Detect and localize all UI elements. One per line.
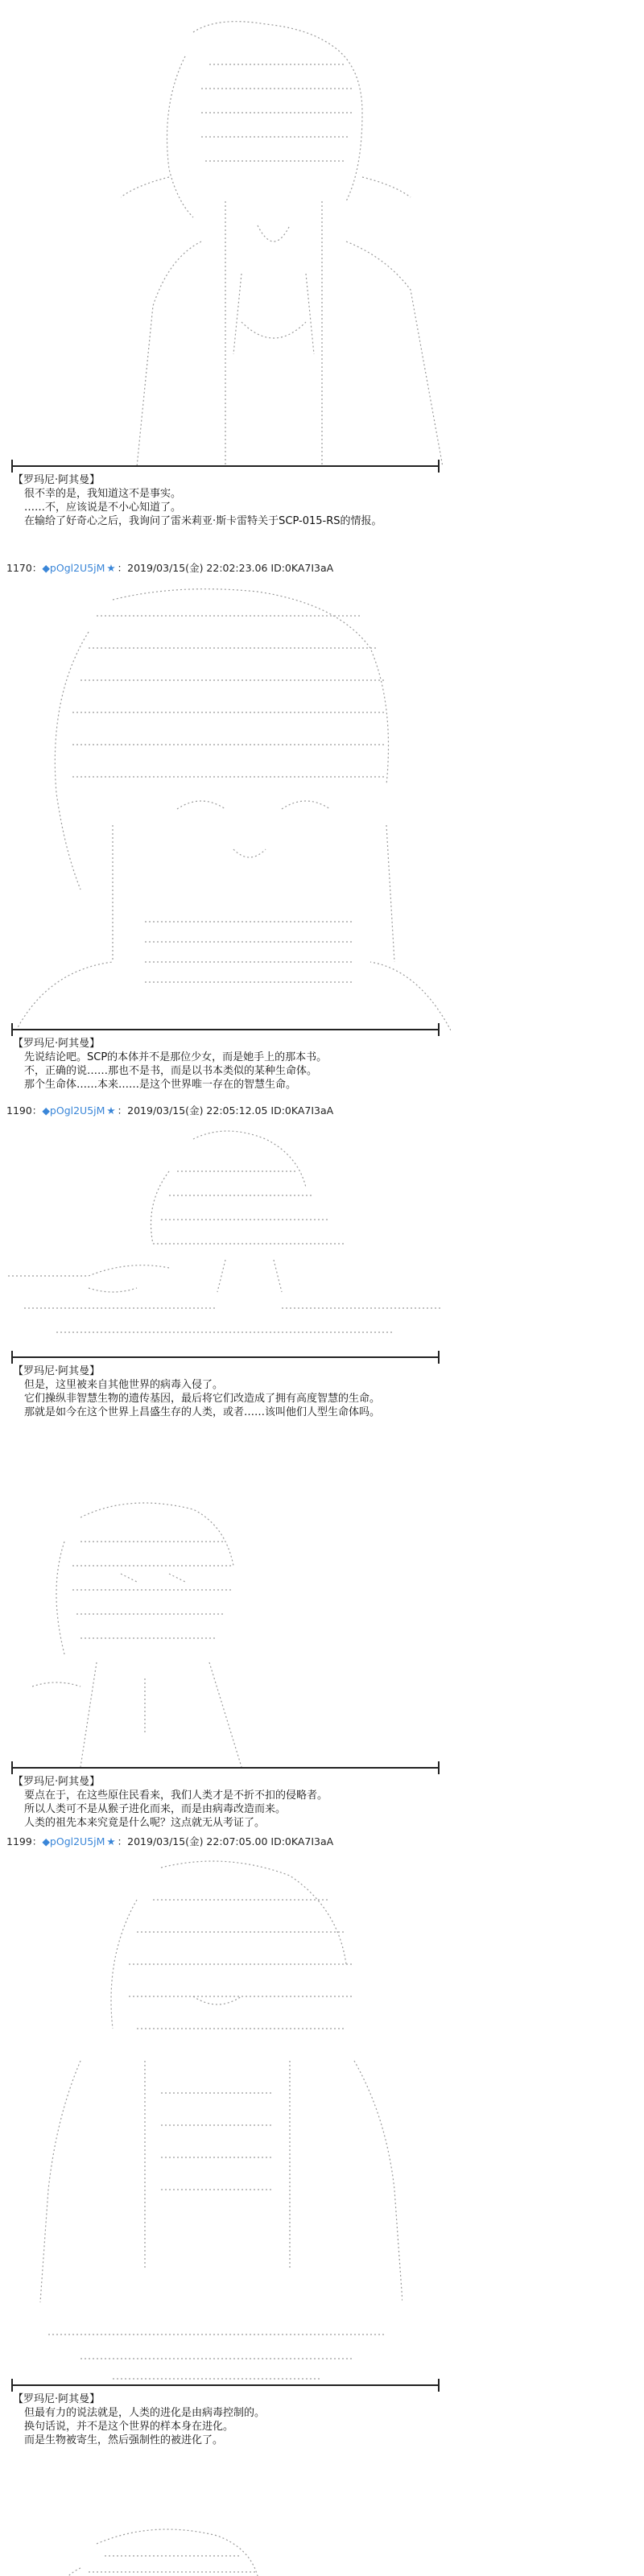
speaker-name: 【罗玛尼·阿其曼】: [13, 2393, 101, 2405]
dialogue-line: 而是生物被寄生，然后强制性的被进化了。: [24, 2434, 224, 2446]
post-header: [6, 1835, 333, 1848]
post-number: 1199：: [6, 1835, 43, 1847]
dialogue-line: 不，正确的说……那也不是书，而是以书本类似的某种生命体。: [24, 1065, 318, 1077]
post-number: 1190：: [6, 1104, 43, 1117]
speaker-name: 【罗玛尼·阿其曼】: [13, 1365, 101, 1377]
ascii-art-figure-5: [32, 1852, 402, 2387]
dialogue-line: 要点在于，在这些原住民看来，我们人类才是不折不扣的侵略者。: [24, 1790, 328, 1802]
star-icon: ★: [106, 562, 116, 574]
dialogue-line: 所以人类可不是从猴子进化而来，而是由病毒改造而来。: [24, 1803, 287, 1815]
ascii-art-figure-2: [16, 584, 451, 1030]
poster-trip[interactable]: ◆pOgl2U5jM: [42, 562, 105, 574]
dialogue-line: 但最有力的说法就是，人类的进化是由病毒控制的。: [24, 2407, 266, 2419]
dialogue-block: [13, 1364, 609, 1419]
poster-trip[interactable]: ◆pOgl2U5jM: [42, 1835, 105, 1847]
panel-divider: [11, 465, 440, 467]
dialogue-block: [13, 473, 609, 528]
ascii-art-figure-1: [121, 16, 483, 467]
dialogue-block: [13, 1775, 609, 1830]
speaker-name: 【罗玛尼·阿其曼】: [13, 1776, 101, 1788]
dialogue-line: 人类的祖先本来究竟是什么呢？这点就无从考证了。: [24, 1817, 266, 1829]
panel-divider: [11, 1767, 440, 1769]
panel-divider: [11, 1356, 440, 1358]
star-icon: ★: [106, 1104, 116, 1117]
dialogue-line: 那个生命体……本来……是这个世界唯一存在的智慧生命。: [24, 1079, 297, 1091]
dialogue-line: ……不，应该说是不小心知道了。: [24, 502, 182, 514]
poster-trip[interactable]: ◆pOgl2U5jM: [42, 1104, 105, 1117]
dialogue-block: [13, 1037, 609, 1092]
dialogue-line: 很不幸的是，我知道这不是事实。: [24, 488, 182, 500]
dialogue-line: 它们操纵非智慧生物的遗传基因，最后将它们改造成了拥有高度智慧的生命。: [24, 1393, 381, 1405]
post-header: [6, 1104, 333, 1117]
dialogue-line: 但是，这里被来自其他世界的病毒入侵了。: [24, 1379, 224, 1391]
post-meta: ：2019/03/15(金) 22:05:12.05 ID:0KA7I3aA: [117, 1104, 334, 1117]
panel-divider: [11, 1029, 440, 1030]
post-number: 1170：: [6, 562, 43, 574]
ascii-art-figure-3: [8, 1123, 443, 1352]
star-icon: ★: [106, 1835, 116, 1847]
post-meta: ：2019/03/15(金) 22:07:05.00 ID:0KA7I3aA: [117, 1835, 334, 1847]
dialogue-line: 先说结论吧。SCP的本体并不是那位少女，而是她手上的那本书。: [24, 1051, 328, 1063]
dialogue-block: [13, 2392, 609, 2447]
post-meta: ：2019/03/15(金) 22:02:23.06 ID:0KA7I3aA: [117, 562, 334, 574]
post-header: [6, 562, 333, 575]
dialogue-line: 换句话说，并不是这个世界的样本身在进化。: [24, 2421, 234, 2433]
dialogue-line: 在输给了好奇心之后，我询问了雷米莉亚·斯卡雷特关于SCP-015-RS的情报。: [24, 515, 382, 527]
dialogue-line: 那就是如今在这个世界上昌盛生存的人类，或者……该叫他们人型生命体吗。: [24, 1406, 381, 1418]
ascii-art-figure-4: [32, 1493, 274, 1767]
speaker-name: 【罗玛尼·阿其曼】: [13, 1038, 101, 1050]
speaker-name: 【罗玛尼·阿其曼】: [13, 474, 101, 486]
ascii-art-figure-6: [32, 2512, 290, 2576]
panel-divider: [11, 2384, 440, 2386]
